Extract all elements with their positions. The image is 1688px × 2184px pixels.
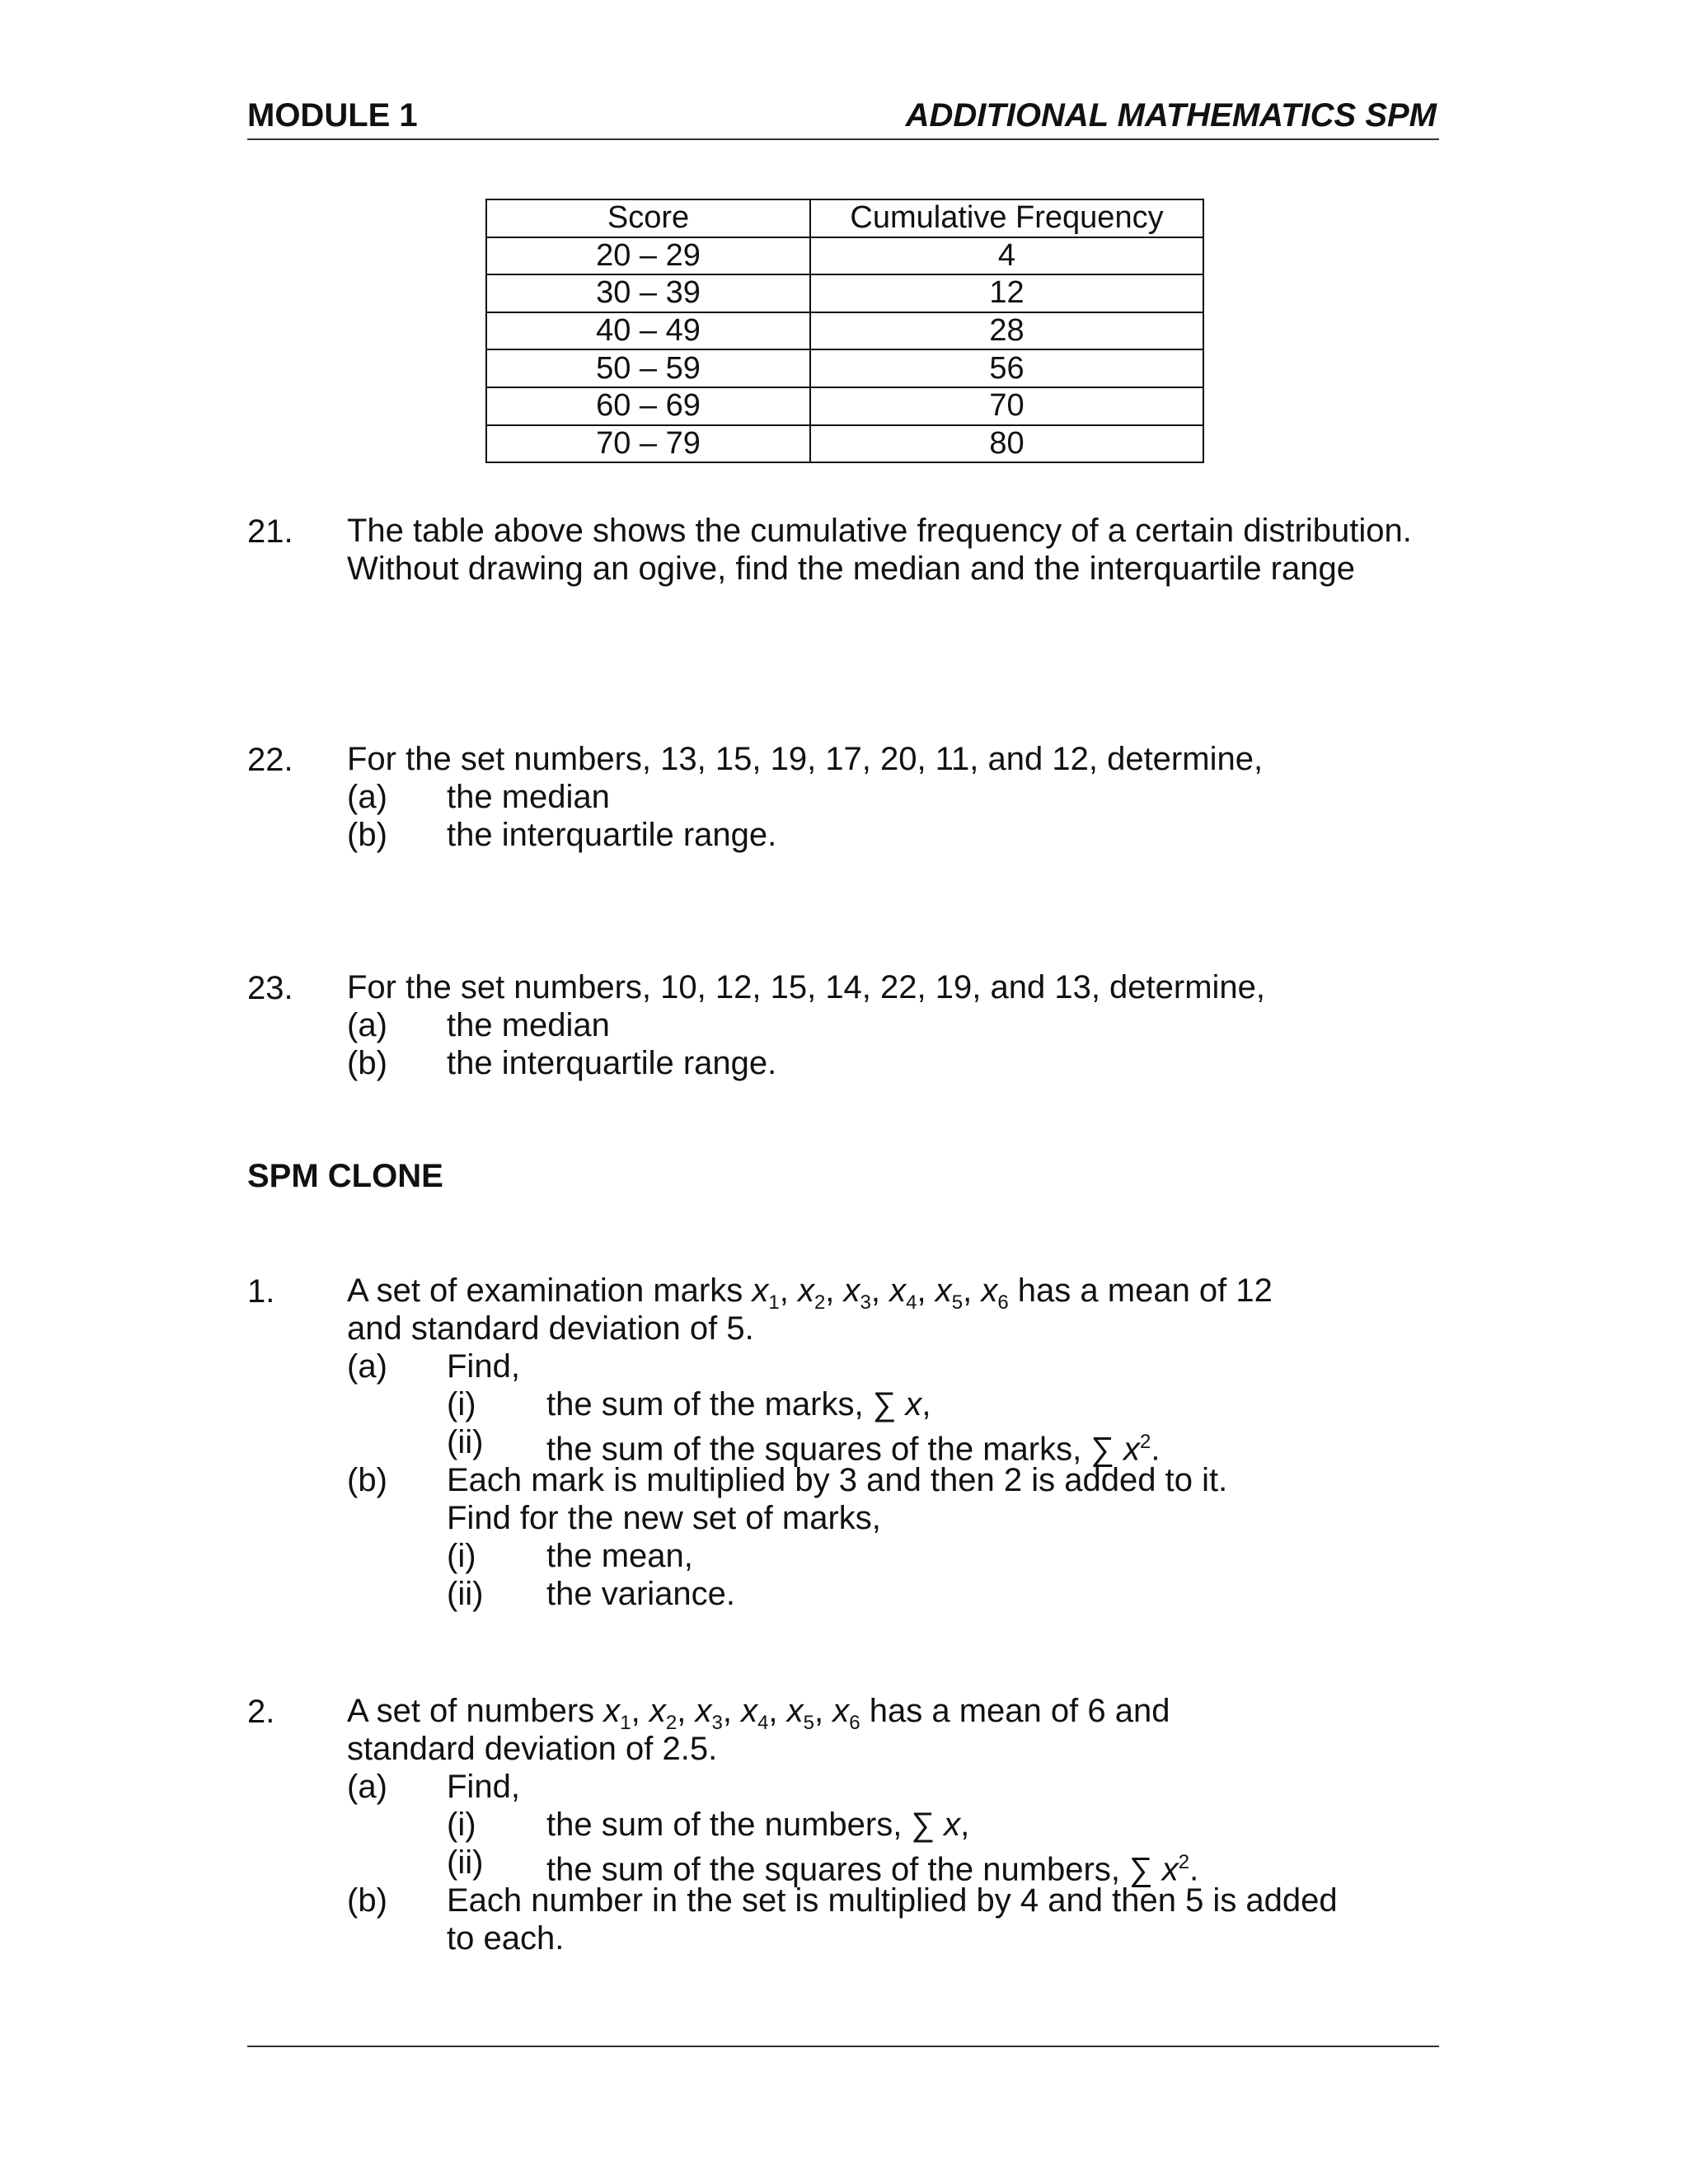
clone-1-part-b-i-label: (i) bbox=[447, 1538, 476, 1574]
score-cell: 70 – 79 bbox=[486, 425, 810, 463]
clone-1-stem: A set of examination marks $x_1$, $x_2$, $x_3$, $x_4$, $x_5$, $x_6$ has a mean of 12 bbox=[347, 1272, 1273, 1314]
clone-2-part-a-ii-text: the sum of the squares of the numbers, ∑ $x^2$. bbox=[546, 1851, 1199, 1888]
question-21-number: 21. bbox=[247, 513, 293, 550]
cumulative-frequency-table bbox=[485, 199, 1204, 463]
clone-1-part-a-text: Find, bbox=[447, 1348, 520, 1385]
score-cell: 20 – 29 bbox=[486, 237, 810, 275]
clone-1-part-a-label: (a) bbox=[347, 1348, 387, 1385]
clone-1-part-a-i-label: (i) bbox=[447, 1386, 476, 1422]
table-row bbox=[486, 425, 1203, 463]
clone-2-part-a-label: (a) bbox=[347, 1769, 387, 1805]
clone-1-part-a-ii-text: the sum of the squares of the marks, ∑ $x^2$. bbox=[546, 1431, 1160, 1468]
score-cell: 30 – 39 bbox=[486, 274, 810, 312]
frequency-cell: 12 bbox=[810, 274, 1203, 312]
question-22-stem: For the set numbers, 13, 15, 19, 17, 20, 11, and 12, determine, bbox=[347, 741, 1264, 777]
clone-1-part-b-label: (b) bbox=[347, 1462, 387, 1498]
score-cell: 60 – 69 bbox=[486, 387, 810, 425]
question-23-number: 23. bbox=[247, 970, 293, 1006]
clone-2-number: 2. bbox=[247, 1694, 275, 1730]
section-title: SPM CLONE bbox=[247, 1158, 443, 1194]
clone-2-stem: A set of numbers $x_1$, $x_2$, $x_3$, $x_4$, $x_5$, $x_6$ has a mean of 6 and bbox=[347, 1693, 1170, 1734]
question-22-part-b-label: (b) bbox=[347, 817, 387, 853]
table-row bbox=[486, 387, 1203, 425]
clone-2-part-a-i-text: the sum of the numbers, ∑ x, bbox=[546, 1807, 970, 1843]
question-23-part-b-text: the interquartile range. bbox=[447, 1045, 777, 1081]
frequency-cell: 4 bbox=[810, 237, 1203, 275]
frequency-cell: 80 bbox=[810, 425, 1203, 463]
column-header-score: Score bbox=[486, 199, 810, 237]
question-23-part-b-label: (b) bbox=[347, 1045, 387, 1081]
table-row bbox=[486, 274, 1203, 312]
question-23-stem: For the set numbers, 10, 12, 15, 14, 22, 19, and 13, determine, bbox=[347, 969, 1266, 1005]
frequency-cell: 56 bbox=[810, 349, 1203, 387]
footer-rule bbox=[247, 2046, 1439, 2047]
clone-1-part-a-ii-label: (ii) bbox=[447, 1424, 484, 1460]
clone-1-number: 1. bbox=[247, 1273, 275, 1310]
clone-2-part-b-label: (b) bbox=[347, 1882, 387, 1919]
question-21-line-2: Without drawing an ogive, find the median and the interquartile range bbox=[347, 551, 1355, 587]
clone-1-part-b-line-2: Find for the new set of marks, bbox=[447, 1500, 881, 1536]
question-23-part-a-label: (a) bbox=[347, 1007, 387, 1043]
table-row bbox=[486, 312, 1203, 350]
table-row bbox=[486, 237, 1203, 275]
clone-1-part-b-i-text: the mean, bbox=[546, 1538, 693, 1574]
subject-title: ADDITIONAL MATHEMATICS SPM bbox=[905, 97, 1437, 134]
table-row bbox=[486, 349, 1203, 387]
clone-1-part-b-ii-text: the variance. bbox=[546, 1576, 736, 1612]
question-22-part-a-label: (a) bbox=[347, 779, 387, 815]
clone-2-part-a-text: Find, bbox=[447, 1769, 520, 1805]
question-22-part-a-text: the median bbox=[447, 779, 610, 815]
clone-2-part-b-line-1: Each number in the set is multiplied by 4 and then 5 is added bbox=[447, 1882, 1338, 1919]
question-23-part-a-text: the median bbox=[447, 1007, 610, 1043]
frequency-cell: 70 bbox=[810, 387, 1203, 425]
question-22-part-b-text: the interquartile range. bbox=[447, 817, 777, 853]
header-rule bbox=[247, 138, 1439, 140]
clone-1-part-a-i-text: the sum of the marks, ∑ x, bbox=[546, 1386, 931, 1422]
clone-2-line-2: standard deviation of 2.5. bbox=[347, 1731, 718, 1767]
question-21-line-1: The table above shows the cumulative frequency of a certain distribution. bbox=[347, 513, 1412, 549]
table-header-row bbox=[486, 199, 1203, 237]
clone-2-part-a-ii-label: (ii) bbox=[447, 1844, 484, 1881]
clone-1-line-2: and standard deviation of 5. bbox=[347, 1310, 754, 1347]
frequency-cell: 28 bbox=[810, 312, 1203, 350]
score-cell: 50 – 59 bbox=[486, 349, 810, 387]
clone-1-part-b-line-1: Each mark is multiplied by 3 and then 2 is added to it. bbox=[447, 1462, 1228, 1498]
column-header-cumulative-frequency: Cumulative Frequency bbox=[810, 199, 1203, 237]
module-label: MODULE 1 bbox=[247, 97, 418, 134]
clone-2-part-b-line-2: to each. bbox=[447, 1920, 565, 1957]
clone-2-part-a-i-label: (i) bbox=[447, 1807, 476, 1843]
question-22-number: 22. bbox=[247, 742, 293, 778]
score-cell: 40 – 49 bbox=[486, 312, 810, 350]
clone-1-part-b-ii-label: (ii) bbox=[447, 1576, 484, 1612]
